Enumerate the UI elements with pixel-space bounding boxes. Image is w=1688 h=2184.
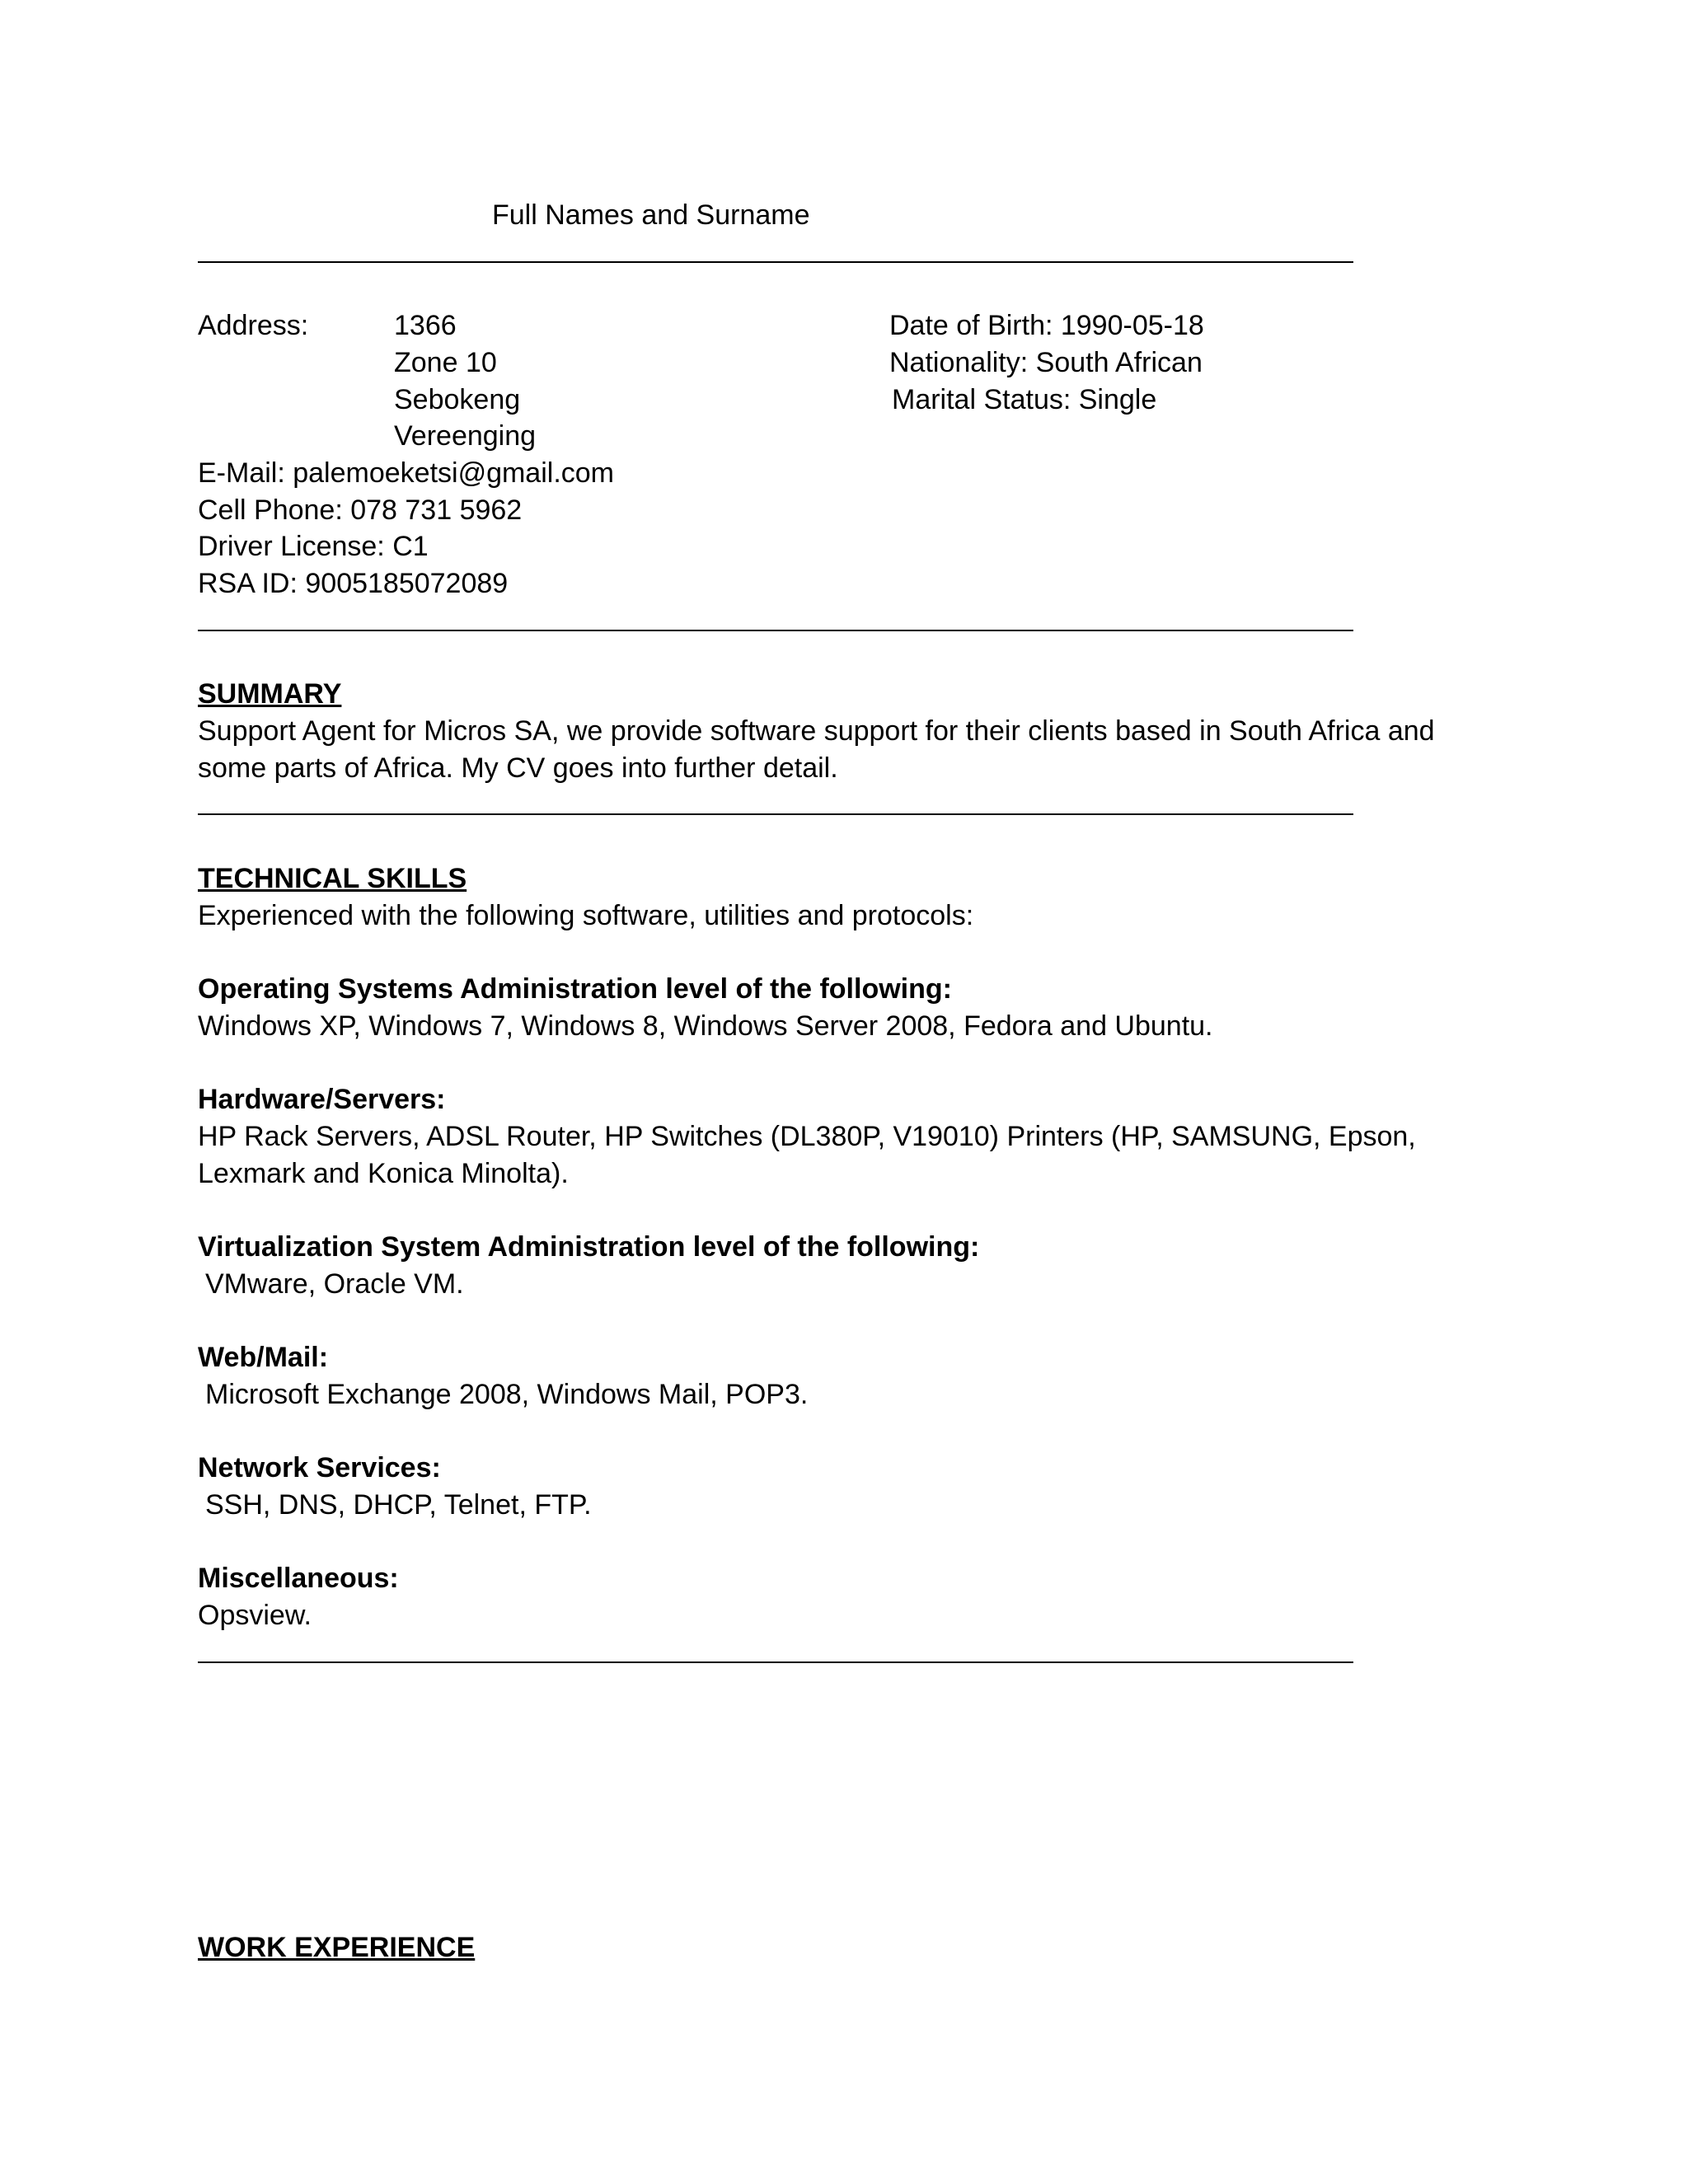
technical-skills-heading: TECHNICAL SKILLS: [198, 863, 467, 894]
skill-group-text-virtualization: VMware, Oracle VM.: [205, 1268, 464, 1300]
cell-phone-line: Cell Phone: 078 731 5962: [198, 494, 523, 526]
divider-top: [198, 261, 1353, 263]
skill-group-title-misc: Miscellaneous:: [198, 1563, 399, 1594]
address-line-3: Sebokeng: [394, 384, 521, 415]
skill-group-title-hardware: Hardware/Servers:: [198, 1084, 446, 1115]
work-experience-heading: WORK EXPERIENCE: [198, 1932, 476, 1963]
address-line-2: Zone 10: [394, 347, 497, 378]
skill-group-text-misc: Opsview.: [198, 1600, 312, 1631]
email-line: E-Mail: palemoeketsi@gmail.com: [198, 457, 615, 489]
divider-skills: [198, 1661, 1353, 1663]
divider-personal: [198, 630, 1353, 631]
date-of-birth-line: Date of Birth: 1990-05-18: [889, 310, 1204, 341]
skill-group-title-webmail: Web/Mail:: [198, 1342, 329, 1373]
address-line-4: Vereenging: [394, 420, 537, 452]
resume-name: Full Names and Surname: [492, 199, 810, 231]
driver-license-line: Driver License: C1: [198, 531, 429, 562]
nationality-line: Nationality: South African: [889, 347, 1203, 378]
summary-heading: SUMMARY: [198, 678, 342, 710]
skill-group-text-hardware: HP Rack Servers, ADSL Router, HP Switches (DL380P, V19010) Printers (HP, SAMSUNG, Epson, Lexmark and Konica Minolta).: [198, 1121, 1416, 1189]
skill-group-text-webmail: Microsoft Exchange 2008, Windows Mail, POP3.: [205, 1379, 809, 1410]
skill-group-title-os: Operating Systems Administration level of the following:: [198, 973, 952, 1005]
summary-text: Support Agent for Micros SA, we provide software support for their clients based in South Africa and some parts of Africa. My CV goes into further detail.: [198, 715, 1435, 784]
marital-status-line: Marital Status: Single: [892, 384, 1157, 415]
skill-group-title-network: Network Services:: [198, 1452, 441, 1483]
address-line-1: 1366: [394, 310, 457, 341]
address-label: Address:: [198, 310, 309, 341]
skill-group-text-network: SSH, DNS, DHCP, Telnet, FTP.: [205, 1489, 592, 1521]
skill-group-title-virtualization: Virtualization System Administration level of the following:: [198, 1231, 980, 1263]
divider-summary: [198, 813, 1353, 815]
rsa-id-line: RSA ID: 9005185072089: [198, 568, 509, 599]
skill-group-text-os: Windows XP, Windows 7, Windows 8, Windows Server 2008, Fedora and Ubuntu.: [198, 1010, 1213, 1042]
technical-skills-intro: Experienced with the following software, utilities and protocols:: [198, 900, 974, 931]
